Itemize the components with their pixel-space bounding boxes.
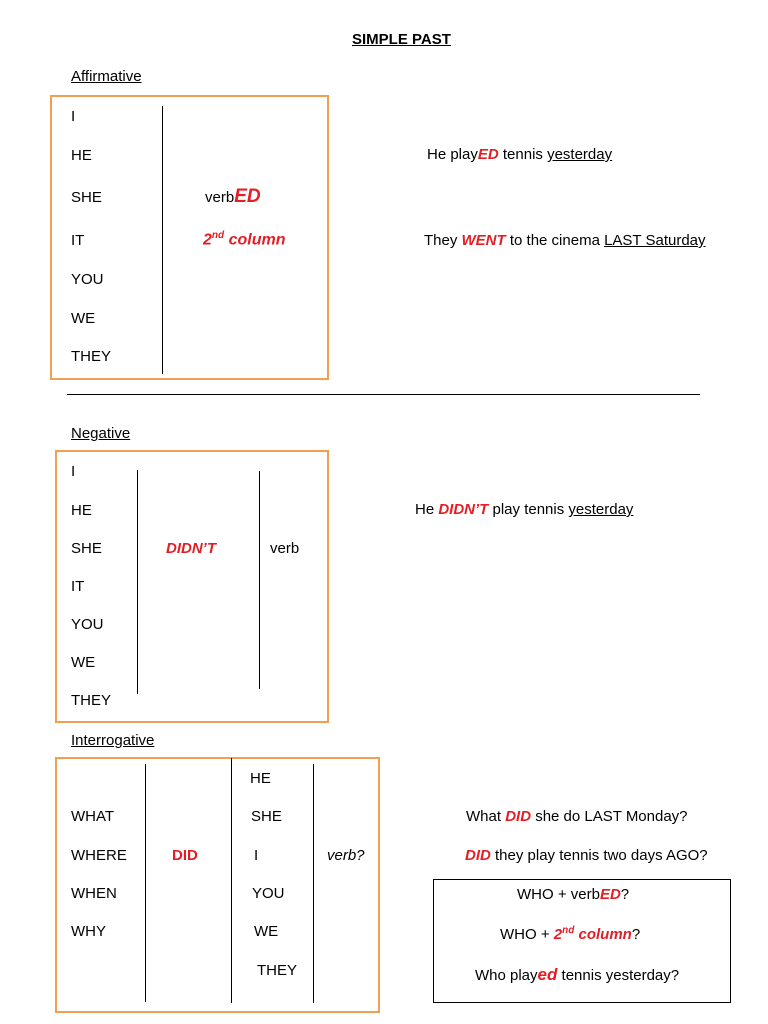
didnt-label: DIDN’T [166, 540, 216, 557]
negative-divider-1 [137, 470, 138, 694]
negative-example: He DIDN’T play tennis yesterday [415, 501, 634, 518]
negative-verb-label: verb [270, 540, 300, 557]
who-line-2: WHO + 2nd column? [500, 925, 641, 943]
affirmative-example-2: They WENT to the cinema LAST Saturday [424, 232, 706, 249]
verb-text: verb [205, 189, 235, 206]
negative-box [55, 450, 329, 723]
pronoun: SHE [71, 540, 102, 557]
pronoun: IT [71, 232, 85, 249]
affirmative-example-1: He playED tennis yesterday [427, 146, 613, 163]
who-line-1: WHO + verbED? [517, 886, 630, 903]
pronoun: SHE [251, 808, 282, 825]
pronoun: YOU [71, 616, 104, 633]
pronoun: YOU [252, 885, 285, 902]
interrogative-divider-1 [145, 764, 146, 1002]
affirmative-heading: Affirmative [71, 68, 142, 85]
pronoun: THEY [71, 348, 112, 365]
pronoun: I [71, 108, 76, 125]
wh-word: WHY [71, 923, 106, 940]
interrogative-example-1: What DID she do LAST Monday? [466, 808, 688, 825]
pronoun: I [254, 847, 259, 864]
interrogative-heading: Interrogative [71, 732, 155, 749]
negative-divider-2 [259, 471, 260, 689]
did-label: DID [172, 847, 198, 864]
verb-ed-label [205, 187, 261, 206]
interrogative-verb-label: verb? [327, 847, 365, 864]
pronoun: SHE [71, 189, 102, 206]
page-title: SIMPLE PAST [352, 31, 451, 48]
wh-word: WHERE [71, 847, 127, 864]
ed-suffix: ED [234, 186, 261, 207]
affirmative-box [50, 95, 329, 380]
pronoun: I [71, 463, 76, 480]
pronoun: HE [71, 502, 92, 519]
pronoun: THEY [257, 962, 298, 979]
pronoun: IT [71, 578, 85, 595]
negative-heading: Negative [71, 425, 131, 442]
interrogative-divider-2 [231, 758, 232, 1003]
pronoun: WE [71, 310, 96, 327]
pronoun: THEY [71, 692, 112, 709]
pronoun: HE [71, 147, 92, 164]
wh-word: WHAT [71, 808, 115, 825]
pronoun: HE [250, 770, 271, 787]
interrogative-example-2: DID they play tennis two days AGO? [465, 847, 708, 864]
second-column-label: 2nd column [203, 230, 286, 249]
affirmative-divider [162, 106, 163, 374]
wh-word: WHEN [71, 885, 117, 902]
pronoun: YOU [71, 271, 104, 288]
pronoun: WE [254, 923, 279, 940]
who-line-3: Who played tennis yesterday? [475, 965, 680, 984]
section-separator [67, 394, 700, 395]
pronoun: WE [71, 654, 96, 671]
interrogative-divider-3 [313, 764, 314, 1003]
